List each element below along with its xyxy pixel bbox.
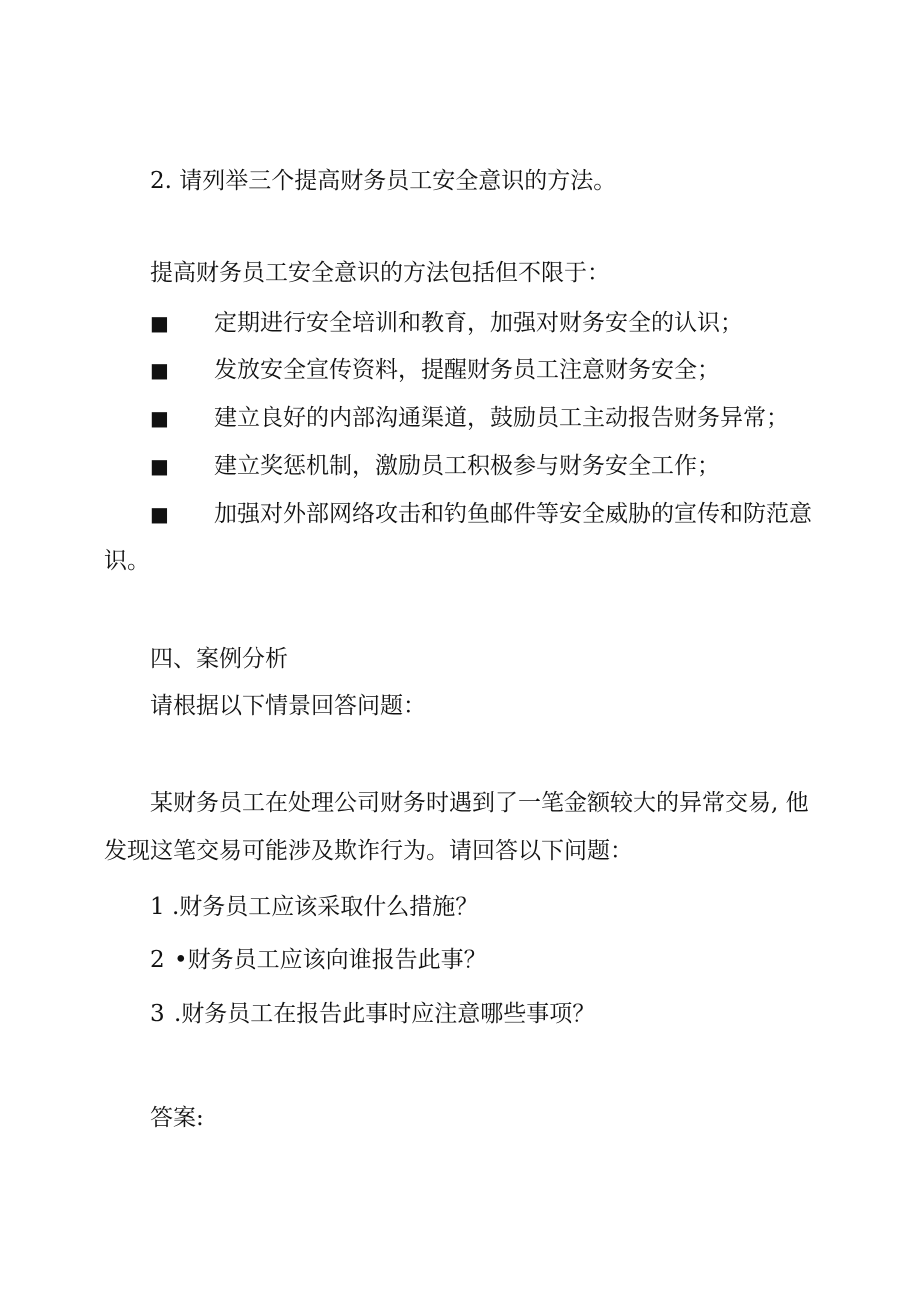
- case-question-2: [150, 945, 487, 975]
- list-item: [150, 355, 720, 385]
- bullet-square-icon: ■: [150, 406, 169, 430]
- question-2-title: 2. 请列举三个提高财务员工安全意识的方法。: [150, 168, 617, 194]
- question-text: •财务员工应该向谁报告此事？: [174, 947, 487, 973]
- list-item-text: 建立奖惩机制，激励员工积极参与财务安全工作；: [214, 453, 720, 479]
- section-4-instruction: 请根据以下情景回答问题：: [150, 693, 426, 719]
- list-item-text: 发放安全宣传资料，提醒财务员工注意财务安全；: [214, 357, 720, 383]
- answer-2-intro: 提高财务员工安全意识的方法包括但不限于：: [150, 260, 610, 286]
- list-item: [150, 308, 743, 338]
- scenario-line-1: 某财务员工在处理公司财务时遇到了一笔金额较大的异常交易, 他: [150, 790, 809, 816]
- bullet-square-icon: ■: [150, 502, 169, 526]
- answer-label: 答案:: [150, 1105, 204, 1131]
- list-item: [150, 499, 812, 529]
- question-number: 2: [150, 947, 165, 973]
- question-number: 1: [150, 894, 165, 920]
- case-question-1: [150, 892, 478, 922]
- list-item-continuation: 识。: [104, 548, 150, 574]
- bullet-square-icon: ■: [150, 454, 169, 478]
- section-4-heading: 四、案例分析: [150, 646, 288, 672]
- case-question-3: [150, 999, 595, 1029]
- list-item-text: 定期进行安全培训和教育，加强对财务安全的认识；: [214, 310, 743, 336]
- list-item: [150, 451, 720, 481]
- list-item-text: 加强对外部网络攻击和钓鱼邮件等安全威胁的宣传和防范意: [214, 501, 812, 527]
- question-text: .财务员工在报告此事时应注意哪些事项？: [174, 1001, 596, 1027]
- question-text: .财务员工应该采取什么措施？: [172, 894, 479, 920]
- question-number: 3: [150, 1001, 165, 1027]
- bullet-square-icon: ■: [150, 358, 169, 382]
- list-item: [150, 403, 789, 433]
- bullet-square-icon: ■: [150, 311, 169, 335]
- list-item-text: 建立良好的内部沟通渠道，鼓励员工主动报告财务异常；: [214, 405, 789, 431]
- scenario-line-2: 发现这笔交易可能涉及欺诈行为。请回答以下问题：: [104, 838, 633, 864]
